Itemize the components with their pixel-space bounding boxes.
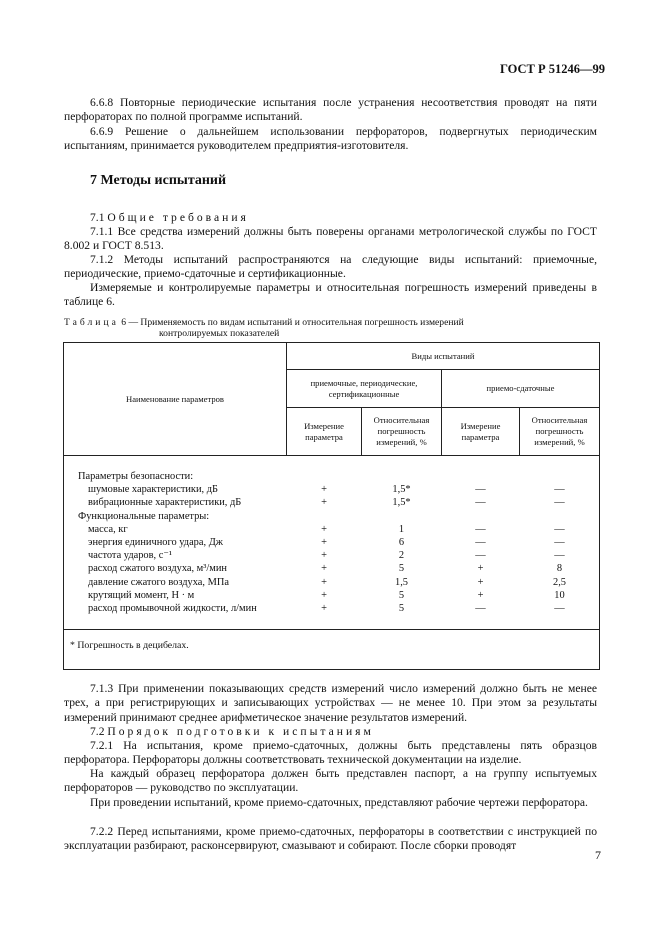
subsection-number: 7.1 [90,211,108,224]
paragraph-6-6-9: 6.6.9 Решение о дальнейшем использовании перфораторов, подвергнутых периодическим испытаниям, принимается руководителем предприятия-изготовителя. [64,125,597,153]
table-row-name: шумовые характеристики, дБ [88,484,218,496]
table-cell: — [475,497,486,509]
table-cell: + [321,536,327,548]
table-cell: 10 [554,589,565,601]
header-error-1: Относительная погрешность измерений, % [373,415,430,447]
table-cell: 5 [398,563,405,575]
header-error-2: Относительная погрешность измерений, % [531,415,588,447]
table-row-name: расход сжатого воздуха, м³/мин [88,563,227,575]
table-cell: 1,5 [395,576,408,588]
paragraph-7-2-1-passport: На каждый образец перфоратора должен быть представлен паспорт, а на группу испытуемых перфораторов — руководство по эксплуатации. [64,767,597,795]
table-row-name: давление сжатого воздуха, МПа [88,576,229,588]
table-row-name: масса, кг [88,523,128,535]
error-2-column [520,470,599,615]
measurement-1-column [287,470,361,615]
paragraph-7-2-2: 7.2.2 Перед испытаниями, кроме приемо-сдаточных, перфораторы в соответствии с инструкцией по эксплуатации разбирают, расконсервируют, смазывают и собирают. После сборки проводят [64,825,597,853]
table-cell [287,510,361,523]
measurement-2-column [442,470,519,615]
paragraph-6-6-8: 6.6.8 Повторные периодические испытания после устранения несоответствия проводят на пяти перфораторах по полной программе испытаний. [64,96,597,124]
table-cell: + [321,563,327,575]
page-number: 7 [595,848,601,862]
table-cell [362,470,441,483]
subsection-7-1-title [64,211,597,225]
table-row-name: расход промывочной жидкости, л/мин [88,602,257,614]
table-cell: — [554,523,565,535]
table-cell: — [475,602,486,614]
table-caption-line2: контролируемых показателей [159,328,280,339]
table-caption-label: Таблица [64,317,119,328]
table-cell: + [321,576,327,588]
table-cell: — [554,497,565,509]
header-test-types: Виды испытаний [411,350,475,361]
paragraph-7-1-2: 7.1.2 Методы испытаний распространяются на следующие виды испытаний: приемочные, периодические, приемо-сдаточные и сертификационные. [64,253,597,281]
table-cell [442,470,519,483]
table-cell: + [477,576,484,588]
table-cell: + [321,602,327,614]
table-cell: + [321,497,327,509]
table-cell: 2 [398,550,405,562]
paragraph-7-1-1: 7.1.1 Все средства измерений должны быть поверены органами метрологической службы по ГОСТ 8.002 и ГОСТ 8.513. [64,225,597,253]
paragraph-7-1-3: 7.1.3 При применении показывающих средств измерений число измерений должно быть не менее трех, а при регистрирующих и записывающих устройствах — не менее 10. При этом за результаты измерений принимают среднее арифметическое значение результатов измерений. [64,682,597,724]
table-cell [287,470,361,483]
table-row-name: крутящий момент, Н · м [88,589,195,601]
table-cell: — [554,550,565,562]
subsection-7-2-title [64,725,597,739]
subsection-title: Порядок подготовки к испытаниям [107,725,374,738]
subsection-title: Общие требования [107,211,249,224]
table-cell: + [321,589,327,601]
table-cell: — [554,536,565,548]
table-cell [362,510,441,523]
row-names-column [78,470,284,615]
table-cell [520,470,599,483]
table-cell: 1,5* [392,484,411,496]
table-row-name: вибрационные характеристики, дБ [88,497,242,509]
table-cell: + [321,550,327,562]
paragraph-7-2-1: 7.2.1 На испытания, кроме приемо-сдаточных, должны быть представлены пять образцов перфоратора. Перфораторы должны соответствовать технической документации на изделие. [64,739,597,767]
table-cell: 8 [556,563,563,575]
table-cell: 2,5 [553,576,566,588]
table-row-name: Функциональные параметры: [78,510,210,522]
table-row-name: частота ударов, с⁻¹ [88,550,172,562]
header-measurement-1: Измерение параметра [304,420,344,442]
header-parameter-name: Наименование параметров [126,393,224,404]
table-cell: — [554,602,565,614]
table-cell: — [554,484,565,496]
table-cell [442,510,519,523]
error-1-column [362,470,441,615]
table-cell: + [477,563,484,575]
header-measurement-2: Измерение параметра [460,420,501,442]
table-row-name: энергия единичного удара, Дж [88,536,223,548]
table-cell: — [475,550,486,562]
header-group-delivery: приемо-сдаточные [486,383,555,393]
table-cell: — [475,523,486,535]
table-cell [520,510,599,523]
header-group-acceptance: приемочные, периодические, сертификационные [310,377,418,399]
table-caption [64,317,604,339]
table-footnote: * Погрешность в децибелах. [70,640,189,651]
paragraph-7-2-1-drawings: При проведении испытаний, кроме приемо-сдаточных, представляют рабочие чертежи перфоратора. [90,796,588,809]
table-cell: — [475,536,486,548]
table-cell: + [321,523,327,535]
paragraph-7-1-2-cont: Измеряемые и контролируемые параметры и относительная погрешность измерений приведены в таблице 6. [64,281,597,309]
subsection-number: 7.2 [90,725,108,738]
table-cell: — [475,484,486,496]
table-cell: 1,5* [392,497,411,509]
table-cell: 6 [398,536,405,548]
section-heading: 7 Методы испытаний [90,173,227,188]
table-cell: 5 [398,589,405,601]
standard-number: ГОСТ Р 51246—99 [499,62,605,76]
table-cell: + [321,484,327,496]
table-cell: 5 [398,602,405,614]
parameters-table [63,342,600,670]
table-caption-line1: 6 — Применяемость по видам испытаний и относительная погрешность измерений [118,317,464,328]
table-row-name: Параметры безопасности: [78,471,194,482]
table-cell: 1 [398,523,405,535]
table-cell: + [477,589,484,601]
